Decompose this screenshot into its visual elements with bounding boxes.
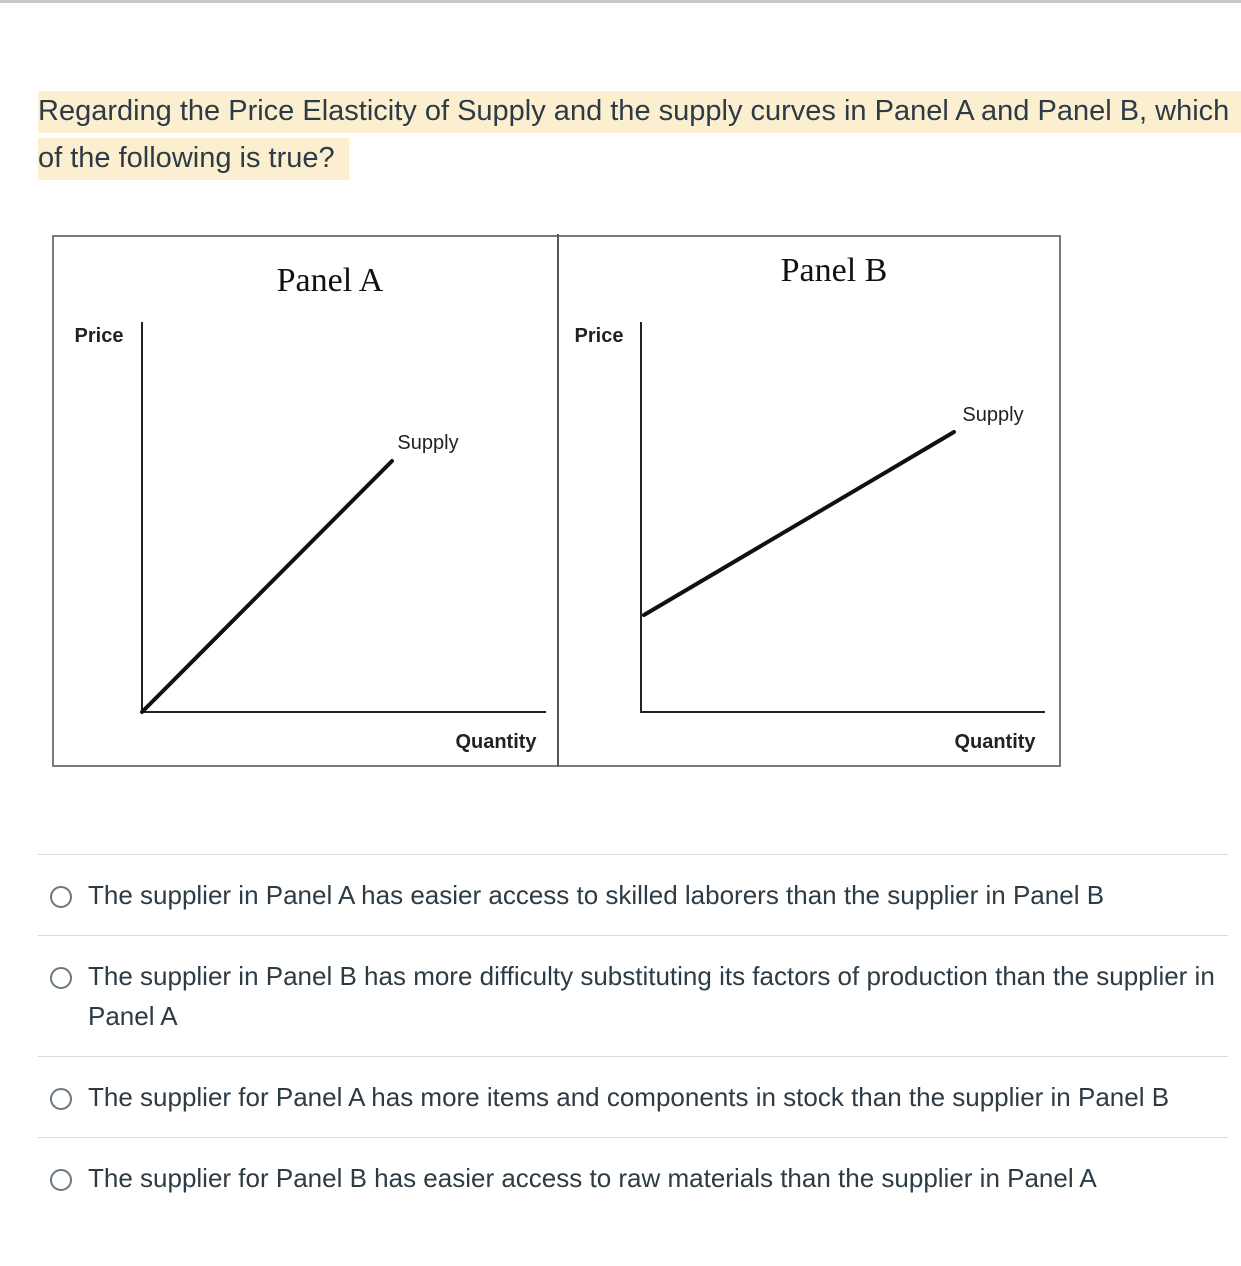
supply-panels-figure	[52, 230, 1062, 770]
panel-a	[75, 262, 546, 753]
panel-a-y-label: Price	[74, 325, 124, 347]
radio-button-4[interactable]	[50, 1169, 72, 1191]
radio-button-3[interactable]	[50, 1088, 72, 1110]
answer-option-2[interactable]	[38, 935, 1228, 1056]
answer-option-2-label[interactable]: The supplier in Panel B has more difficulty substituting its factors of production than the supplier in Panel A	[88, 961, 1215, 1031]
answer-option-1[interactable]	[38, 854, 1228, 935]
panel-a-title: Panel A	[276, 262, 384, 299]
radio-button-1[interactable]	[50, 886, 72, 908]
answer-option-3[interactable]	[38, 1056, 1228, 1137]
panel-b-curve-label: Supply	[962, 404, 1024, 426]
answer-option-3-label[interactable]: The supplier for Panel A has more items and components in stock than the supplier in Panel B	[88, 1082, 1170, 1112]
panel-a-x-label: Quantity	[455, 731, 537, 753]
panel-a-supply-curve	[142, 461, 392, 712]
top-divider	[0, 0, 1241, 3]
panel-a-curve-label: Supply	[397, 432, 459, 454]
supply-panels-svg	[52, 230, 1062, 770]
question-text	[38, 88, 1233, 182]
answer-option-1-label[interactable]: The supplier in Panel A has easier access to skilled laborers than the supplier in Panel B	[88, 880, 1105, 910]
answer-option-4-label[interactable]: The supplier for Panel B has easier access to raw materials than the supplier in Panel A	[88, 1163, 1097, 1193]
panel-b	[575, 252, 1045, 753]
panel-b-supply-curve	[644, 432, 954, 615]
answer-option-4[interactable]	[38, 1137, 1228, 1218]
radio-button-2[interactable]	[50, 967, 72, 989]
panel-b-title: Panel B	[780, 252, 888, 289]
panel-b-y-label: Price	[574, 325, 624, 347]
question-highlight: Regarding the Price Elasticity of Supply and the supply curves in Panel A and Panel B, which of the following is true?	[38, 91, 1241, 180]
figure-frame	[53, 236, 1060, 766]
answer-list	[38, 854, 1228, 1218]
panel-b-x-label: Quantity	[954, 731, 1036, 753]
